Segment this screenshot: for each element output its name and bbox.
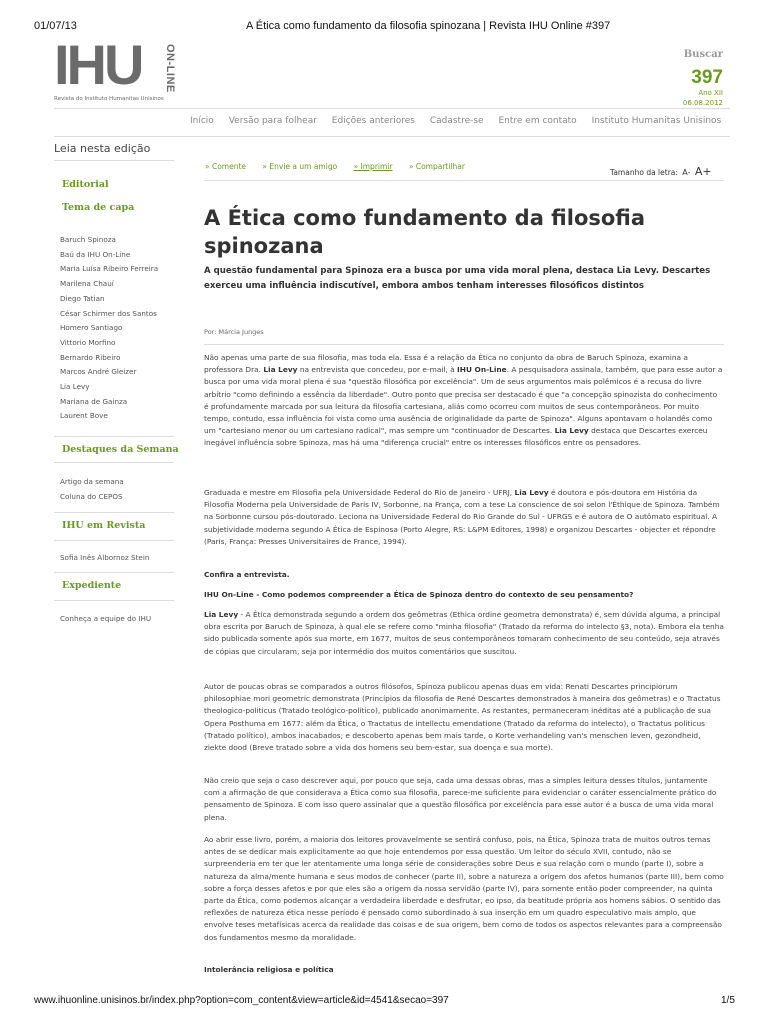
sidebar-divider [54,600,174,601]
author-name: Lia Levy [263,365,298,375]
ihu-logo[interactable] [54,33,184,112]
sidebar-divider [54,436,174,437]
nav-inicio[interactable]: Início [190,116,214,126]
sidebar-item[interactable]: Homero Santiago [60,323,123,333]
nav-contato[interactable]: Entre em contato [498,116,577,126]
interview-answer: Lia Levy - A Ética demonstrada segundo a ordem dos geômetras (Ethica ordine geometra demonstrata) é, sem dúvida alguma, a principal obra escrita por Baruch de Spinoza, à qual ele se refere como "minha filosofia" (Tratado da reforma do intelecto §3, nota). Embora ela tenha sido publicada somente após sua morte, em 1677, muitos de seus contemporâneos tomaram conhecimento de seu conteúdo, seja através de cópias que circularam, seja por intermédio dos muitos comentários que suscitou. [204,610,724,656]
print-footer [0,995,768,1011]
sidebar-section-tema-capa: Tema de capa [62,202,135,213]
sidebar-divider [54,512,174,513]
article-paragraph: Não apenas uma parte de sua filosofia, mas toda ela. Essa é a relação da Ética no conjunto da obra de Baruch Spinoza, examina a professora Dra. Lia Levy na entrevista que concedeu, por e-mail, à IHU On-Line. A pesquisadora assinala, também, que para esse autor a busca por uma vida moral plena é sua "questão filosófica por excelência". Um de seus argumentos mais polêmicos é a recusa do livre arbítrio "como definindo a essência da liberdade". Outro ponto que precisa ser destacado é que "a concepção spinozista do conhecimento é profundamente marcada por sua leitura da filosofia cartesiana, aliás como ocorreu com muitos de seus contemporâneos. Por muito tempo, contudo, essa influência foi vista como uma ausência de originalidade da parte de Spinoza". Alguns apontavam o holandês como um "cartesiano menor ou um cartesiano radical", mas sempre um "continuador de Descartes. Lia Levy destaca que Descartes exerceu inegável influência sobre Spinoza, mas há uma "diferença crucial" entre os interesses filosóficos entre os pensadores. [204,353,723,448]
nav-versao-folhear[interactable]: Versão para folhear [228,116,317,126]
font-size-label: Tamanho da letra: [610,168,678,177]
author-name: Lia Levy [514,488,549,497]
sidebar-item[interactable]: Mariana de Gainza [60,396,128,406]
sidebar-tema-list [60,233,158,424]
nav-instituto[interactable]: Instituto Humanitas Unisinos [591,116,722,126]
interview-question: IHU On-Line - Como podemos compreender a Ética de Spinoza dentro do contexto de seu pensamento? [204,590,634,599]
logo-tagline: Revista do Instituto Humanitas Unisinos [54,96,164,102]
sidebar-item[interactable]: Baú da IHU On-Line [60,249,131,259]
sidebar-item[interactable]: Maria Luísa Ribeiro Ferreira [60,264,159,274]
sidebar-title: Leia nesta edição [54,142,151,155]
sidebar-item[interactable]: Marcos André Gleizer [60,367,137,377]
article-byline: Por: Márcia Junges [204,328,264,336]
top-nav [190,116,733,128]
sidebar-item[interactable]: Sofia Inês Albornoz Stein [60,553,150,562]
nav-edicoes-anteriores[interactable]: Edições anteriores [331,116,415,126]
sidebar-divider [54,462,174,463]
logo-mark: IHU [54,33,142,96]
print-link[interactable]: » Imprimir [353,162,393,171]
sidebar-section-destaques: Destaques da Semana [62,444,179,455]
font-size-control [610,165,712,178]
issue-year: Ano XII [698,89,723,97]
sidebar-destaques-list [60,475,124,504]
sidebar-section-expediente: Expediente [62,580,122,591]
send-to-friend-link[interactable]: » Envie a um amigo [262,162,338,171]
sidebar-item[interactable]: Conheça a equipe do IHU [60,614,152,623]
section-subheading: Intolerância religiosa e política [204,965,334,974]
issue-number: 397 [691,67,723,88]
print-page-number: 1/5 [721,995,735,1006]
share-link[interactable]: » Compartilhar [408,162,465,171]
sidebar-item[interactable]: Bernardo Ribeiro [60,352,121,362]
sidebar-item[interactable]: César Schirmer dos Santos [60,308,157,318]
font-bigger-button[interactable]: A+ [694,165,712,178]
print-date: 01/07/13 [34,20,77,32]
print-url: www.ihuonline.unisinos.br/index.php?option=com_content&view=article&id=4541&secao=397 [34,995,449,1006]
article-paragraph: Graduada e mestre em Filosofia pela Universidade Federal do Rio de Janeiro - UFRJ, Lia Levy é doutora e pós-doutora em História da Filosofia Moderna pela Universidade de Paris IV, Sorbonne, na França, com a tese La conscience de soi selon l'Éthique de Spinoza. Também na Sorbonne cursou pós-doutorado. Leciona na Universidade Federal do Rio Grande do Sul - UFRGS e é autora de O autômato espiritual. A subjetividade moderna segundo A Ética de Espinosa (Porto Alegre, RS: L&PM Editores, 1998) e organizou Descartes - objecter et répondre (Paris, França: Presses Universitaires de France, 1994). [204,488,720,546]
sidebar-item[interactable]: Marilena Chauí [60,279,114,289]
font-smaller-button[interactable]: A- [682,168,691,177]
header-divider [54,108,730,109]
sidebar-divider [54,160,174,161]
issue-date: 06.08.2012 [682,99,723,107]
comment-link[interactable]: » Comente [205,162,247,171]
sidebar-item[interactable]: Baruch Spinoza [60,235,116,244]
sidebar-item[interactable]: Coluna do CEPOS [60,491,123,501]
nav-cadastre-se[interactable]: Cadastre-se [429,116,484,126]
sidebar-item[interactable]: Lia Levy [60,382,90,392]
sidebar-item[interactable]: Artigo da semana [60,477,124,486]
sidebar-divider [54,540,174,541]
nav-divider [54,136,730,137]
publication-name: IHU On-Line [457,365,507,375]
article-lead: A questão fundamental para Spinoza era a busca por uma vida moral plena, destaca Lia Levy. Descartes exerceu uma influência indiscutível, embora ambos tenham interesses filosóficos distintos [204,266,711,291]
logo-online-text: ON-LINE [164,44,176,93]
issue-info [683,68,723,108]
interview-intro: Confira a entrevista. [204,570,290,579]
sidebar-section-ihu-revista: IHU em Revista [62,520,146,531]
print-page-title: A Ética como fundamento da filosofia spinozana | Revista IHU Online #397 [246,20,611,32]
search-link[interactable]: Buscar [683,49,723,60]
article-title: A Ética como fundamento da filosofia spinozana [204,206,646,258]
article-paragraph: Autor de poucas obras se comparados a outros filósofos, Spinoza publicou apenas duas em vida: Renati Descartes principiorum philosophiae mori geometric demonstrata (Princípios da filosofia de René Descartes demonstrados à maneira dos geômetras) e o Tractatus theologico-politicus (Tratado teológico-político), publicado anonimamente. As restantes, permaneceram inéditas até a publicação de sua Opera Posthuma em 1677: além da Ética, o Tractatus de intellectu emendatione (Tratado da reforma do intelecto), o Tractatus politicus (Tratado político), ambos inacabados; e descoberto apenas bem mais tarde, o Korte verhandeling van's menschen leven, gezondheid, ziekte dood (Breve tratado sobre a vida dos homens seu bem-estar, sua doença e sua morte). [204,682,721,753]
article-paragraph: Não creio que seja o caso descrever aqui, por pouco que seja, cada uma dessas obras, mas a simples leitura desses títulos, juntamente com a afirmação de que considerava a Ética como sua filosofia, parece-me suficiente para evidenciar o caráter essencialmente prático do pensamento de Spinoza. E com isso quero assinalar que a questão filosófica por excelência para esse autor é a busca de uma vida moral plena. [204,776,717,822]
article-paragraph: Ao abrir esse livro, porém, a maioria dos leitores provavelmente se sentirá confuso, pois, na Ética, Spinoza trata de muitos outros temas antes de se dedicar mais explicitamente ao que hoje entendemos por essa questão. Um leitor do século XVII, contudo, não se surpreenderia em ter que ler atentamente uma longa série de considerações sobre Deus e sua relação com o mundo (parte I), sobre a natureza da alma/mente humana e seus modos de conhecer (parte II), sobre a natureza a origem dos afetos humanos (parte III), bem como sobre a força desses afetos e por que eles são a origem da nossa servidão (parte IV), para somente então poder compreender, na quinta parte da Ética, como podemos alcançar a verdadeira liberdade e desfrutar, eo ipso, da beatitude própria aos homens sábios. O sentido das reflexões de natureza ética nesse período é pensado como subordinado à sua inserção em um quadro especulativo mais amplo, que envolve teses metafísicas acerca da realidade das coisas e de sua origem, bem como de todos os aspectos relevantes para a compreensão dos fundamentos mesmo da moralidade. [204,835,724,942]
author-name: Lia Levy [554,426,589,436]
byline-divider [204,344,724,345]
sidebar-divider [54,572,174,573]
sidebar-item[interactable]: Diego Tatian [60,293,105,303]
sidebar-item[interactable]: Vittorio Morfino [60,337,116,347]
sidebar-item[interactable]: Laurent Bove [60,411,108,421]
author-name: Lia Levy [204,610,239,619]
article-actions [205,162,479,171]
actions-divider [204,180,724,181]
sidebar-section-editorial[interactable]: Editorial [62,179,109,190]
